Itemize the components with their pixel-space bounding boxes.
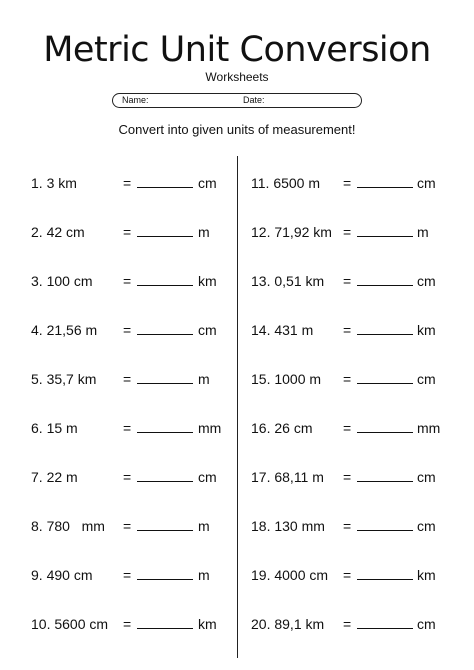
equals-sign: = (123, 420, 132, 436)
problem-row (0, 565, 474, 585)
problem-row (0, 614, 474, 634)
problem-question: 19. 4000 cm (251, 567, 329, 583)
target-unit: cm (417, 616, 436, 632)
problem-question: 17. 68,11 m (251, 469, 324, 485)
answer-blank[interactable] (357, 579, 413, 580)
equals-sign: = (343, 567, 352, 583)
problem-row (0, 271, 474, 291)
equals-sign: = (343, 224, 352, 240)
target-unit: cm (198, 175, 217, 191)
target-unit: cm (417, 469, 436, 485)
answer-blank[interactable] (357, 383, 413, 384)
date-label: Date: (243, 95, 265, 105)
equals-sign: = (123, 224, 132, 240)
target-unit: m (198, 224, 210, 240)
target-unit: cm (417, 273, 436, 289)
answer-blank[interactable] (357, 187, 413, 188)
problem-row (0, 222, 474, 242)
problem-row (0, 369, 474, 389)
answer-blank[interactable] (357, 481, 413, 482)
answer-blank[interactable] (357, 530, 413, 531)
problem-question: 14. 431 m (251, 322, 314, 338)
answer-blank[interactable] (357, 236, 413, 237)
equals-sign: = (343, 469, 352, 485)
problem-row (0, 173, 474, 193)
target-unit: cm (417, 175, 436, 191)
name-label: Name: (122, 95, 149, 105)
equals-sign: = (123, 567, 132, 583)
problem-row (0, 516, 474, 536)
target-unit: m (198, 567, 210, 583)
instruction-text: Convert into given units of measurement! (118, 122, 356, 137)
problem-question: 15. 1000 m (251, 371, 322, 387)
target-unit: km (198, 616, 217, 632)
answer-blank[interactable] (357, 628, 413, 629)
equals-sign: = (123, 469, 132, 485)
target-unit: mm (417, 420, 441, 436)
problem-question: 3. 100 cm (31, 273, 93, 289)
target-unit: km (198, 273, 217, 289)
answer-blank[interactable] (357, 285, 413, 286)
answer-blank[interactable] (357, 432, 413, 433)
problem-question: 8. 780 mm (31, 518, 105, 534)
problem-question: 5. 35,7 km (31, 371, 97, 387)
name-date-box (112, 93, 362, 108)
target-unit: m (198, 518, 210, 534)
target-unit: km (417, 322, 436, 338)
equals-sign: = (343, 518, 352, 534)
page-title: Metric Unit Conversion (43, 30, 431, 70)
page-subtitle: Worksheets (205, 70, 269, 84)
target-unit: cm (198, 469, 217, 485)
problem-question: 6. 15 m (31, 420, 78, 436)
target-unit: mm (198, 420, 222, 436)
problem-row (0, 467, 474, 487)
equals-sign: = (123, 371, 132, 387)
target-unit: cm (417, 371, 436, 387)
target-unit: m (198, 371, 210, 387)
equals-sign: = (343, 371, 352, 387)
equals-sign: = (123, 616, 132, 632)
problem-question: 7. 22 m (31, 469, 78, 485)
equals-sign: = (343, 616, 352, 632)
equals-sign: = (123, 175, 132, 191)
problem-row (0, 418, 474, 438)
problem-question: 16. 26 cm (251, 420, 313, 436)
target-unit: m (417, 224, 429, 240)
equals-sign: = (123, 518, 132, 534)
equals-sign: = (343, 273, 352, 289)
problem-row (0, 320, 474, 340)
problem-question: 10. 5600 cm (31, 616, 109, 632)
problem-question: 9. 490 cm (31, 567, 93, 583)
problem-question: 12. 71,92 km (251, 224, 332, 240)
equals-sign: = (123, 322, 132, 338)
problem-question: 1. 3 km (31, 175, 77, 191)
equals-sign: = (343, 322, 352, 338)
problem-question: 4. 21,56 m (31, 322, 98, 338)
problem-question: 18. 130 mm (251, 518, 325, 534)
target-unit: cm (198, 322, 217, 338)
target-unit: cm (417, 518, 436, 534)
problem-question: 13. 0,51 km (251, 273, 325, 289)
equals-sign: = (343, 175, 352, 191)
equals-sign: = (343, 420, 352, 436)
equals-sign: = (123, 273, 132, 289)
problem-question: 2. 42 cm (31, 224, 85, 240)
problem-question: 11. 6500 m (251, 175, 321, 191)
target-unit: km (417, 567, 436, 583)
problem-question: 20. 89,1 km (251, 616, 325, 632)
answer-blank[interactable] (357, 334, 413, 335)
